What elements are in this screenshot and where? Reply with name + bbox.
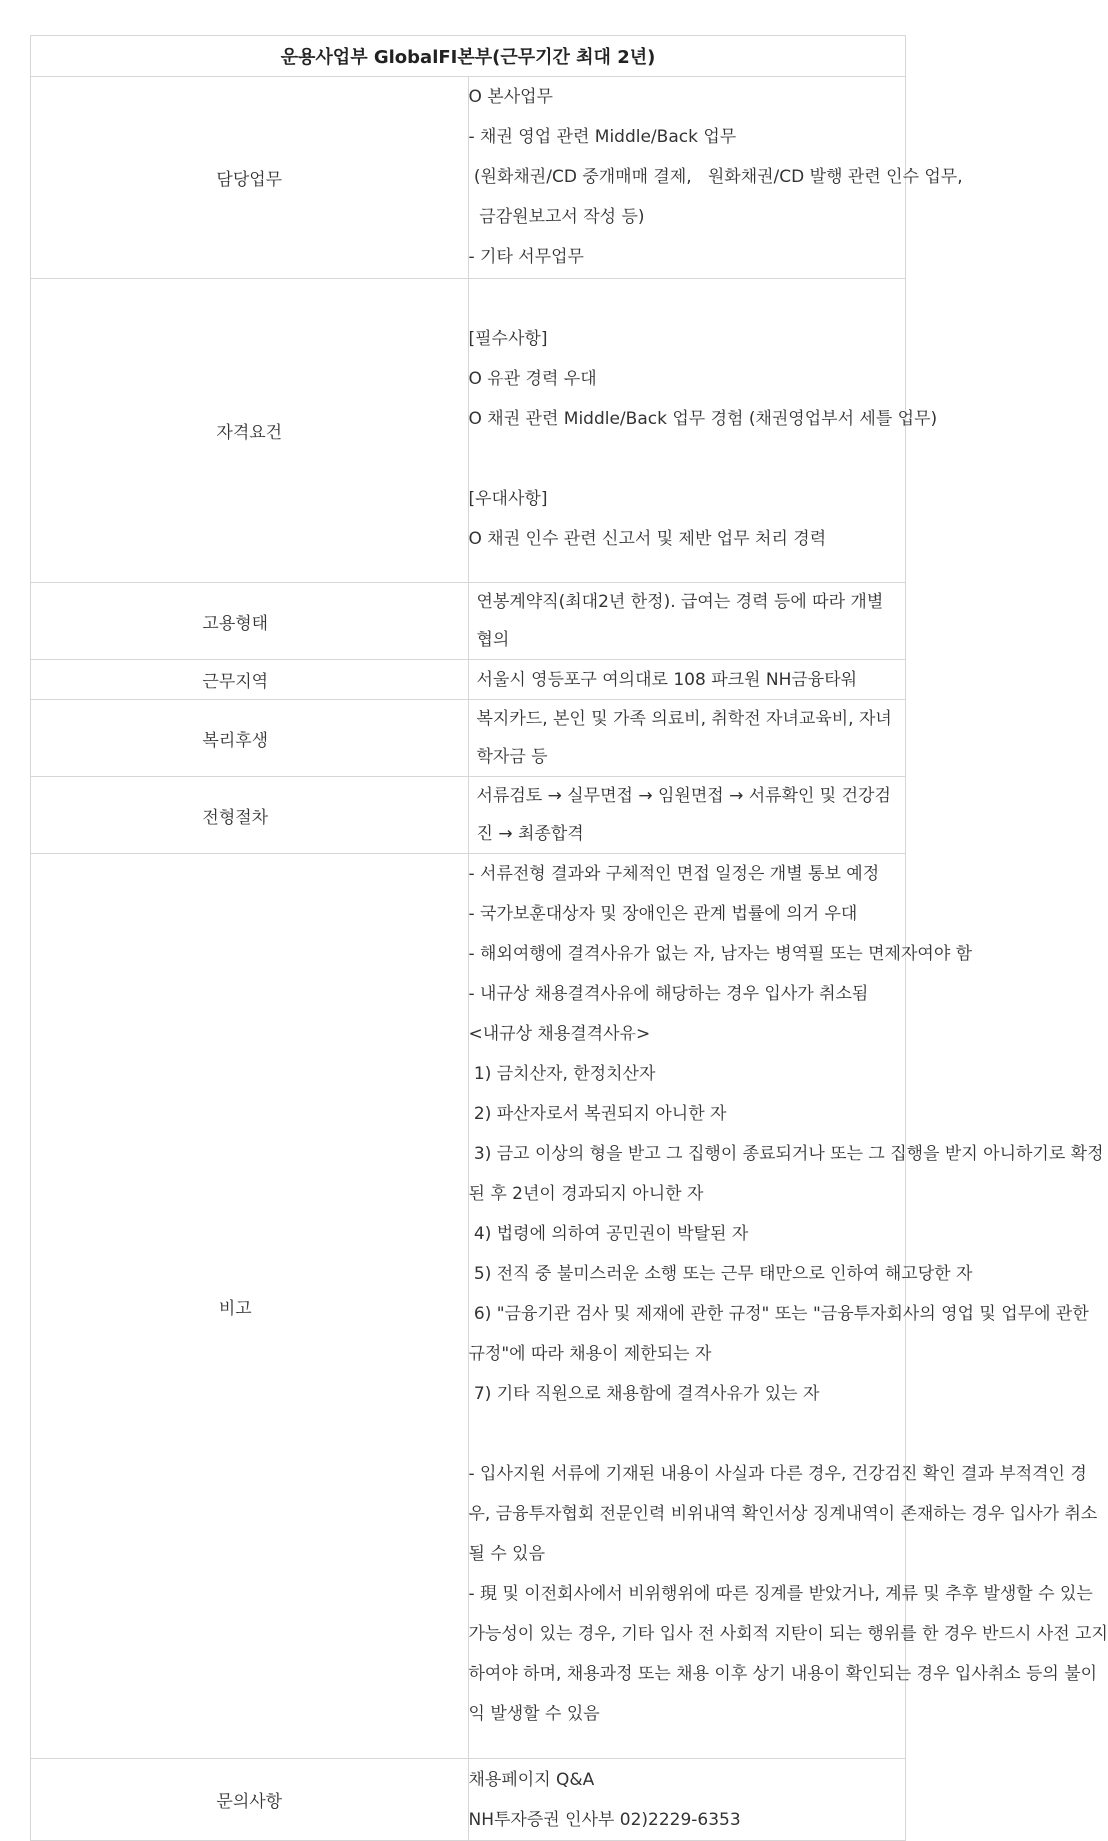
- duties-content: [468, 77, 963, 279]
- qualifications-label: [31, 279, 469, 583]
- location-label-text: 근무지역: [202, 672, 269, 692]
- notes-content: [468, 854, 1108, 1759]
- employment-type-label: [31, 583, 469, 660]
- inquiry-content: [468, 1759, 906, 1841]
- duties-line: - 채권 영업 관련 Middle/Back 업무: [468, 127, 737, 147]
- notes-row: [31, 854, 906, 1759]
- notes-line: - 국가보훈대상자 및 장애인은 관계 법률에 의거 우대: [468, 904, 858, 924]
- inquiry-row: [31, 1759, 906, 1841]
- process-label-text: 전형절차: [202, 807, 269, 828]
- employment-type-value: 연봉계약직(최대2년 한정). 급여는 경력 등에 따라 개별 협의: [468, 583, 906, 660]
- duties-label-text: 담당업무: [216, 170, 283, 190]
- notes-label: [31, 854, 469, 1759]
- duties-line: (원화채권/CD 중개매매 결제, 원화채권/CD 발행 관련 인수 업무,: [468, 167, 963, 187]
- notes-line: 된 후 2년이 경과되지 아니한 자: [468, 1184, 704, 1204]
- posting-title: 운용사업부 GlobalFI본부(근무기간 최대 2년): [31, 36, 906, 77]
- benefits-label: [31, 700, 469, 777]
- benefits-label-text: 복리후생: [202, 730, 269, 751]
- qualifications-row: [31, 279, 906, 583]
- benefits-value: 복지카드, 본인 및 가족 의료비, 취학전 자녀교육비, 자녀 학자금 등: [468, 700, 906, 777]
- notes-line: 7) 기타 직원으로 채용함에 결격사유가 있는 자: [468, 1384, 820, 1404]
- qualifications-label-text: 자격요건: [216, 423, 283, 443]
- inquiry-label-text: 문의사항: [216, 1792, 283, 1812]
- notes-line: - 입사지원 서류에 기재된 내용이 사실과 다른 경우, 건강검진 확인 결과 부적격인 경: [468, 1464, 1087, 1484]
- qualifications-content: [468, 279, 938, 583]
- process-row: [31, 777, 906, 854]
- location-value: 서울시 영등포구 여의대로 108 파크원 NH금융타워: [468, 660, 906, 700]
- notes-label-text: 비고: [218, 1298, 252, 1319]
- preferred-item: O 채권 인수 관련 신고서 및 제반 업무 처리 경력: [468, 529, 827, 549]
- notes-line: 4) 법령에 의하여 공민권이 박탈된 자: [468, 1224, 749, 1244]
- notes-line: <내규상 채용결격사유>: [468, 1024, 651, 1044]
- notes-line: 우, 금융투자협회 전문인력 비위내역 확인서상 징계내역이 존재하는 경우 입사가 취소: [468, 1504, 1098, 1524]
- notes-line: 1) 금치산자, 한정치산자: [468, 1064, 656, 1084]
- duties-line: 금감원보고서 작성 등): [468, 207, 645, 227]
- inquiry-line: NH투자증권 인사부 02)2229-6353: [468, 1809, 741, 1830]
- notes-line: 될 수 있음: [468, 1544, 545, 1564]
- process-label: [31, 777, 469, 854]
- notes-line: 익 발생할 수 있음: [468, 1704, 600, 1724]
- required-header: [필수사항]: [468, 329, 548, 349]
- employment-type-label-text: 고용형태: [202, 613, 269, 634]
- job-posting-table: [30, 35, 1108, 1841]
- duties-line: O 본사업무: [468, 87, 553, 107]
- inquiry-label: [31, 1759, 469, 1841]
- employment-type-row: [31, 583, 906, 660]
- location-label: [31, 660, 469, 700]
- notes-line: 하여야 하며, 채용과정 또는 채용 이후 상기 내용이 확인되는 경우 입사취소 등의 불이: [468, 1664, 1098, 1684]
- notes-line: - 서류전형 결과와 구체적인 면접 일정은 개별 통보 예정: [468, 864, 880, 884]
- notes-line: 가능성이 있는 경우, 기타 입사 전 사회적 지탄이 되는 행위를 한 경우 반드시 사전 고지: [468, 1624, 1108, 1644]
- duties-line: - 기타 서무업무: [468, 247, 584, 267]
- notes-line: - 내규상 채용결격사유에 해당하는 경우 입사가 취소됨: [468, 984, 869, 1004]
- required-item: O 채권 관련 Middle/Back 업무 경험 (채권영업부서 세틀 업무): [468, 409, 938, 429]
- notes-line: - 現 및 이전회사에서 비위행위에 따른 징계를 받았거나, 계류 및 추후 발생할 수 있는: [468, 1584, 1093, 1604]
- notes-line: - 해외여행에 결격사유가 없는 자, 남자는 병역필 또는 면제자여야 함: [468, 944, 973, 964]
- duties-row: [31, 77, 906, 279]
- spacer: [469, 279, 906, 319]
- title-row: [31, 36, 906, 77]
- notes-line: 규정"에 따라 채용이 제한되는 자: [468, 1344, 712, 1364]
- job-posting: [30, 35, 1108, 1841]
- duties-label: [31, 77, 469, 279]
- inquiry-line: 채용페이지 Q&A: [468, 1769, 595, 1790]
- preferred-header: [우대사항]: [468, 489, 548, 509]
- required-item: O 유관 경력 우대: [468, 369, 597, 389]
- notes-line: 5) 전직 중 불미스러운 소행 또는 근무 태만으로 인하여 해고당한 자: [468, 1264, 973, 1284]
- process-value: 서류검토 → 실무면접 → 임원면접 → 서류확인 및 건강검진 → 최종합격: [468, 777, 906, 854]
- notes-line: 3) 금고 이상의 형을 받고 그 집행이 종료되거나 또는 그 집행을 받지 아니하기로 확정: [468, 1144, 1104, 1164]
- notes-line: 2) 파산자로서 복권되지 아니한 자: [468, 1104, 727, 1124]
- notes-line: 6) "금융기관 검사 및 제재에 관한 규정" 또는 "금융투자회사의 영업 및 업무에 관한: [468, 1304, 1089, 1324]
- spacer: [469, 439, 906, 479]
- location-row: [31, 660, 906, 700]
- spacer: [469, 1414, 906, 1454]
- benefits-row: [31, 700, 906, 777]
